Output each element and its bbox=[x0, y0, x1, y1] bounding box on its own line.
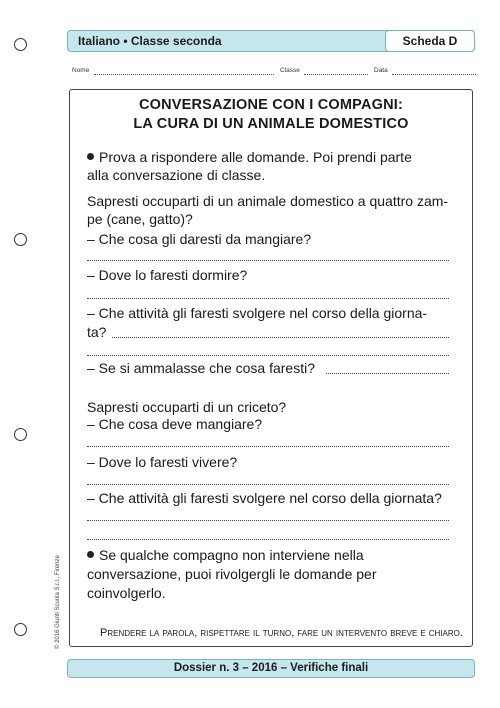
closing-line3: coinvolgerlo. bbox=[87, 585, 166, 601]
bullet-icon bbox=[87, 551, 94, 558]
binder-hole-top bbox=[14, 38, 27, 51]
section2-q3: – Che attività gli faresti svolgere nel corso della giornata? bbox=[87, 490, 442, 506]
answer-line[interactable] bbox=[112, 337, 449, 338]
section1-q3-line2: ta? bbox=[87, 324, 107, 340]
classe-label: Classe bbox=[280, 67, 300, 74]
worksheet-title-line2: LA CURA DI UN ANIMALE DOMESTICO bbox=[133, 116, 409, 132]
answer-line[interactable] bbox=[87, 446, 449, 447]
worksheet-box bbox=[69, 89, 473, 647]
answer-line[interactable] bbox=[87, 355, 449, 356]
answer-line[interactable] bbox=[326, 373, 449, 374]
speaking-rules: Prendere la parola, rispettare il turno, fare un intervento breve e chiaro. bbox=[100, 627, 463, 639]
section1-q3-line1: – Che attività gli faresti svolgere nel corso della giorna- bbox=[87, 305, 428, 321]
classe-field[interactable] bbox=[304, 74, 368, 75]
section1-q4: – Se si ammalasse che cosa faresti? bbox=[87, 360, 315, 376]
nome-label: Nome bbox=[72, 67, 90, 74]
section1-question-line1: Sapresti occuparti di un animale domestico a quattro zam- bbox=[87, 193, 449, 209]
copyright-notice: © 2016 Giunti Scuola S.r.l., Firenze bbox=[55, 555, 61, 649]
section1-q1: – Che cosa gli daresti da mangiare? bbox=[87, 231, 312, 247]
header-title: Italiano • Classe seconda bbox=[78, 34, 222, 48]
answer-line[interactable] bbox=[87, 484, 449, 485]
footer-bar: Dossier n. 3 – 2016 – Verifiche finali bbox=[67, 659, 475, 678]
section1-q2: – Dove lo faresti dormire? bbox=[87, 267, 248, 283]
closing-line1: Se qualche compagno non interviene nella bbox=[87, 547, 364, 563]
data-field[interactable] bbox=[392, 74, 476, 75]
intro-line1: Prova a rispondere alle domande. Poi prendi parte bbox=[87, 149, 412, 165]
binder-hole-lower bbox=[14, 428, 27, 441]
section2-question: Sapresti occuparti di un criceto? bbox=[87, 399, 287, 415]
section1-question-line2: pe (cane, gatto)? bbox=[87, 211, 193, 227]
bullet-icon bbox=[87, 153, 94, 160]
nome-field[interactable] bbox=[94, 74, 274, 75]
student-info-row bbox=[72, 67, 476, 77]
answer-line[interactable] bbox=[87, 539, 449, 540]
intro-line2: alla conversazione di classe. bbox=[87, 167, 266, 183]
section2-q1: – Che cosa deve mangiare? bbox=[87, 416, 263, 432]
binder-hole-upper bbox=[14, 233, 27, 246]
answer-line[interactable] bbox=[87, 298, 449, 299]
header-bar bbox=[67, 30, 475, 52]
scheda-label: Scheda D bbox=[385, 30, 475, 52]
answer-line[interactable] bbox=[87, 260, 449, 261]
answer-line[interactable] bbox=[87, 520, 449, 521]
section2-q2: – Dove lo faresti vivere? bbox=[87, 454, 238, 470]
binder-hole-bottom bbox=[14, 623, 27, 636]
data-label: Data bbox=[374, 67, 388, 74]
worksheet-title-line1: CONVERSAZIONE CON I COMPAGNI: bbox=[138, 97, 404, 113]
closing-line2: conversazione, puoi rivolgergli le domande per bbox=[87, 566, 377, 582]
